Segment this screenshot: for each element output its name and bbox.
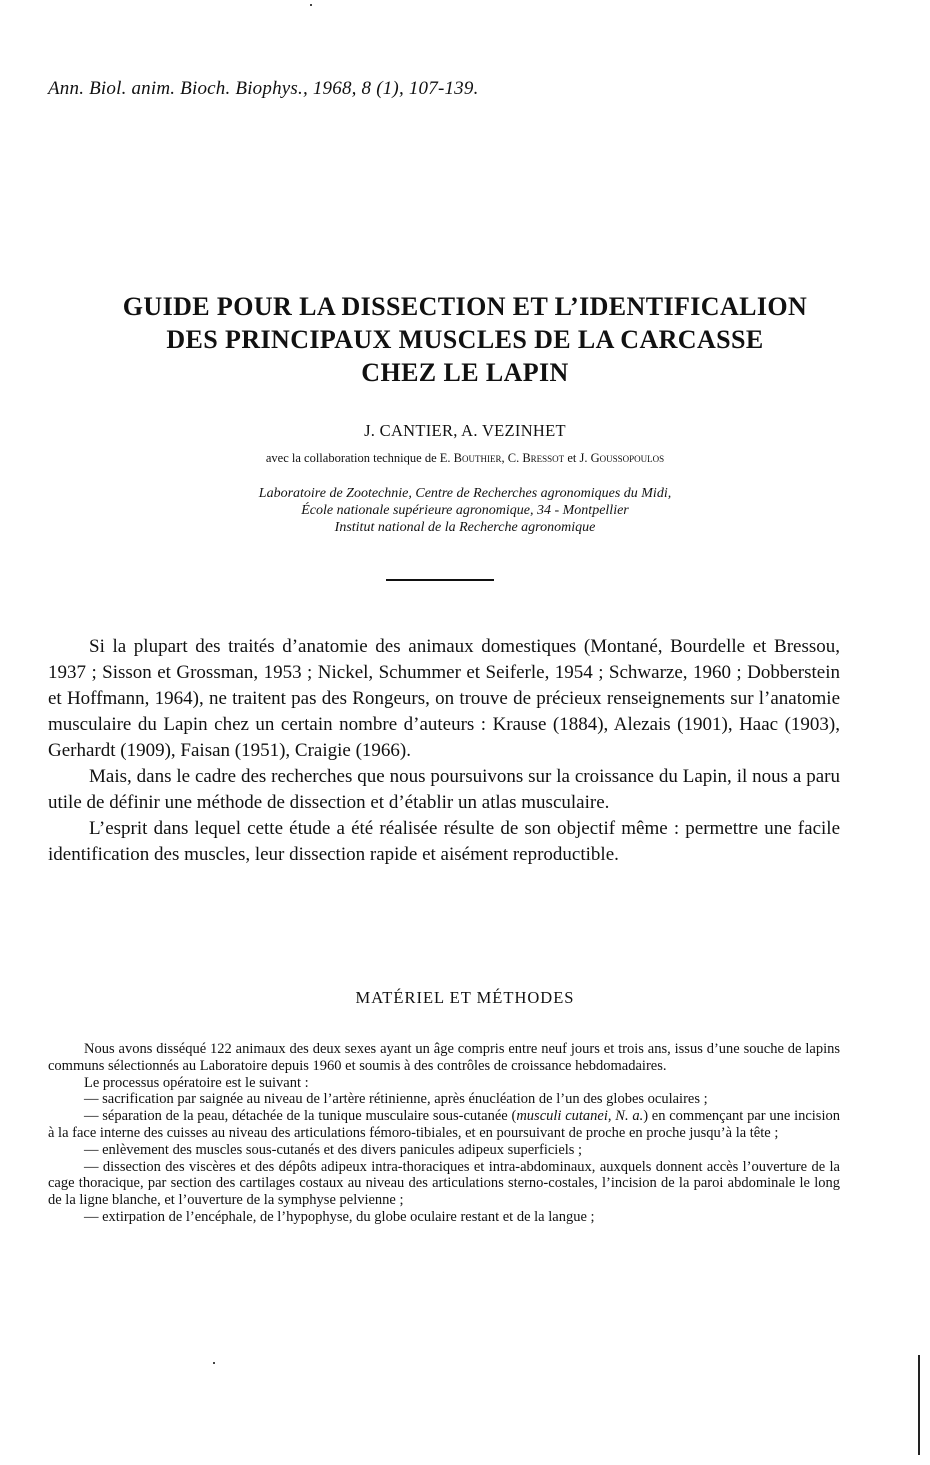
methods-paragraph: Nous avons disséqué 122 animaux des deux sexes ayant un âge compris entre neuf jours et trois ans, issus d’une souche de lapins communs sélectionnés au Laboratoire depuis 1960 et soumis à des contrôles de croissance hebdomadaires. xyxy=(48,1041,840,1074)
article-title xyxy=(40,290,890,389)
collab-name: Goussopoulos xyxy=(590,451,665,465)
methods-step: — enlèvement des muscles sous-cutanés et des divers panicules adipeux superficiels ; xyxy=(84,1141,583,1158)
collab-name: Bressot xyxy=(522,451,565,465)
intro-paragraph: Mais, dans le cadre des recherches que nous poursuivons sur la croissance du Lapin, il nous a paru utile de définir une méthode de dissection et d’établir un atlas musculaire. xyxy=(48,766,840,813)
title-line: DES PRINCIPAUX MUSCLES DE LA CARCASSE xyxy=(166,325,764,354)
collab-sep: et J. xyxy=(564,451,591,465)
methods-text xyxy=(48,1041,840,1226)
title-line: GUIDE POUR LA DISSECTION ET L’IDENTIFICALION xyxy=(122,292,808,321)
intro-paragraph: L’esprit dans lequel cette étude a été réalisée résulte de son objectif même : permettre une facile identification des muscles, leur dissection rapide et aisément reproductible. xyxy=(48,818,840,865)
step-latin-term: musculi cutanei, N. a. xyxy=(516,1108,644,1125)
collaboration-line xyxy=(40,451,890,466)
step-text: ) en commençant par une incision à la face interne des cuisses au niveau des articulations fémoro-tibiales, et en poursuivant de proche en proche jusqu’à la tête ; xyxy=(48,1108,840,1141)
authors: J. CANTIER, A. VEZINHET xyxy=(364,421,566,440)
intro-paragraph: Si la plupart des traités d’anatomie des animaux domestiques (Montané, Bourdelle et Bressou, 1937 ; Sisson et Grossman, 1953 ; Nickel, Schummer et Seiferle, 1954 ; Schwarze, 1960 ; Dobberstein et Hoffmann, 1964), ne traitent pas des Rongeurs, on trouve de précieux renseignements sur l’anatomie musculaire du Lapin chez un certain nombre d’auteurs : Krause (1884), Alezais (1901), Haac (1903), Gerhardt (1909), Faisan (1951), Craigie (1966). xyxy=(48,636,840,761)
methods-step: — sacrification par saignée au niveau de l’artère rétinienne, après énucléation de l’un des globes oculaires ; xyxy=(84,1091,708,1108)
methods-step xyxy=(48,1108,840,1142)
collab-prefix: avec la collaboration technique de E. xyxy=(265,451,454,465)
introduction xyxy=(48,634,840,868)
collab-sep: , C. xyxy=(501,451,523,465)
affiliation xyxy=(40,485,890,536)
scan-speck xyxy=(213,1362,215,1364)
title-divider xyxy=(386,579,494,581)
affiliation-line: Laboratoire de Zootechnie, Centre de Recherches agronomiques du Midi, xyxy=(258,486,672,501)
scan-speck xyxy=(310,4,312,6)
affiliation-line: École nationale supérieure agronomique, 34 - Montpellier xyxy=(301,503,629,518)
step-text: — séparation de la peau, détachée de la tunique musculaire sous-cutanée ( xyxy=(84,1108,517,1125)
methods-paragraph: Le processus opératoire est le suivant : xyxy=(84,1074,309,1091)
methods-step: — extirpation de l’encéphale, de l’hypophyse, du globe oculaire restant et de la langue ; xyxy=(84,1208,595,1225)
title-line: CHEZ LE LAPIN xyxy=(361,358,569,387)
collab-name: Bouthier xyxy=(453,451,502,465)
methods-step: — dissection des viscères et des dépôts adipeux intra-thoraciques et intra-abdominaux, auxquels donnent accès l’ouverture de la cage thoracique, par section des cartilages costaux au niveau des articulations sterno-costales, l’incision de la paroi abdominale le long de la ligne blanche, et l’ouverture de la symphyse pelvienne ; xyxy=(48,1158,840,1209)
affiliation-line: Institut national de la Recherche agronomique xyxy=(334,520,596,535)
scan-edge-line xyxy=(918,1355,920,1455)
journal-citation: Ann. Biol. anim. Bioch. Biophys., 1968, 8 (1), 107-139. xyxy=(48,78,479,99)
section-heading: MATÉRIEL ET MÉTHODES xyxy=(355,988,575,1007)
